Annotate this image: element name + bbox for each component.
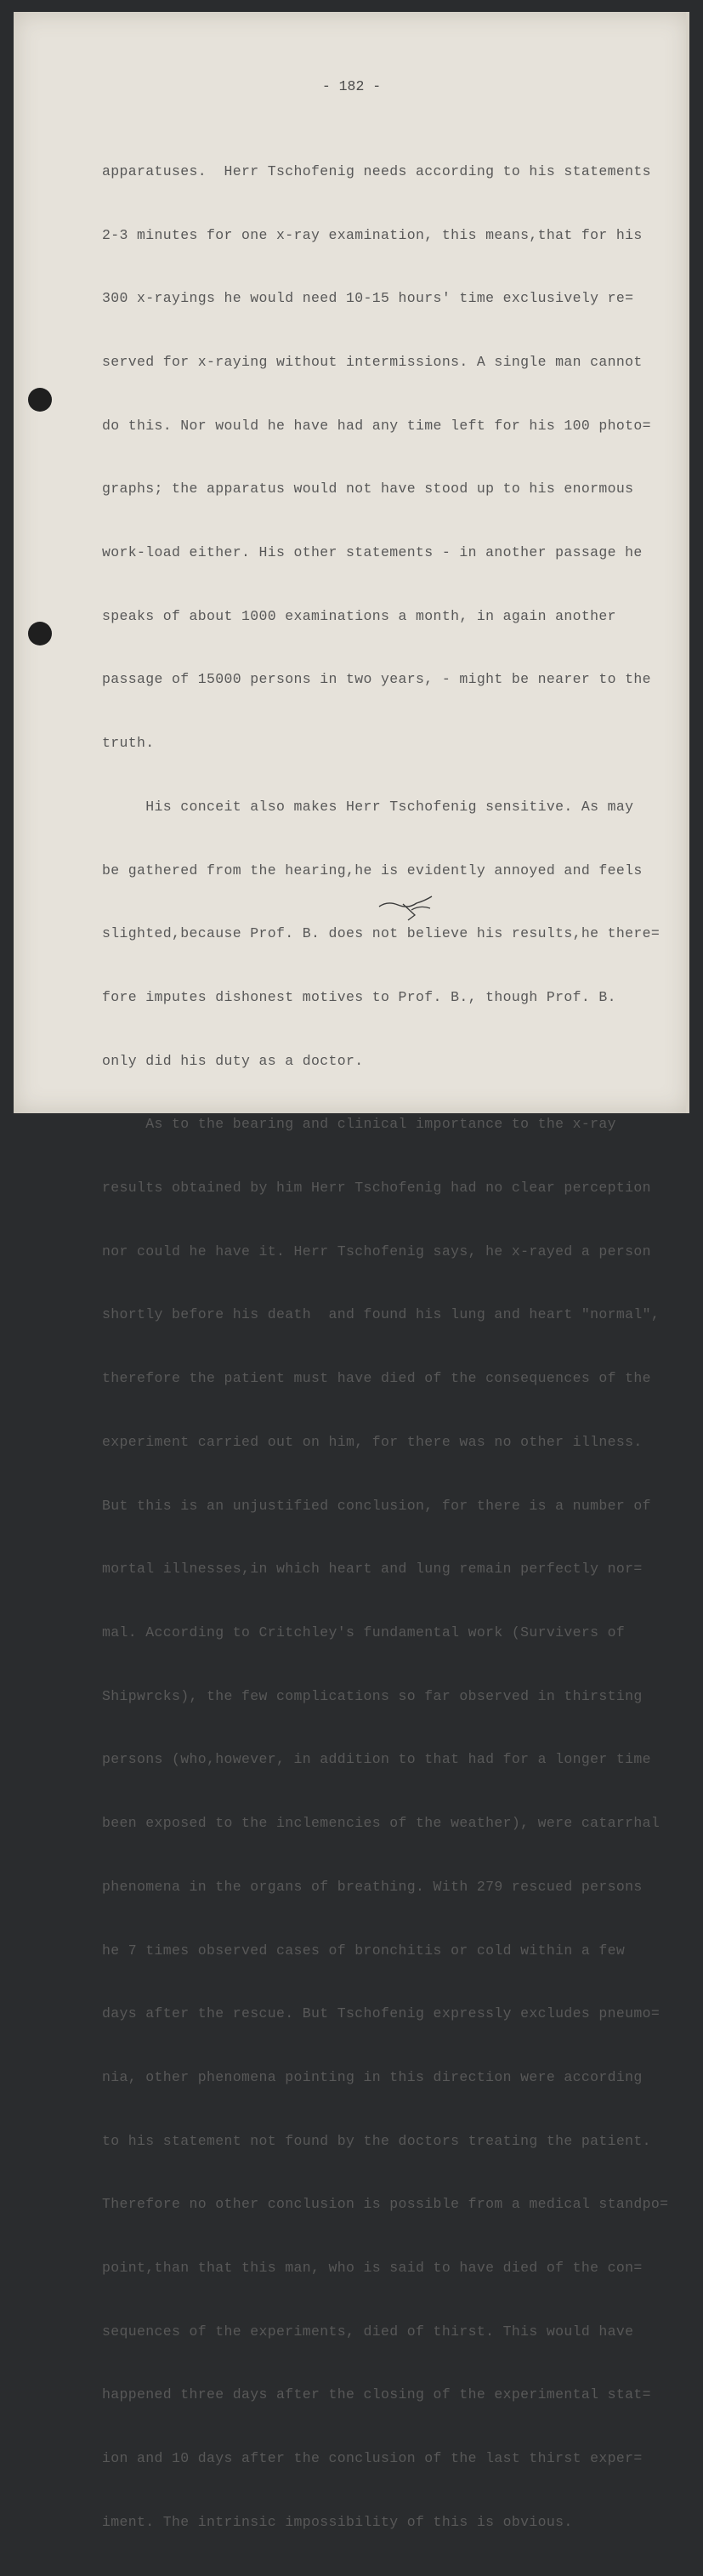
text-line: point,than that this man, who is said to have died of the con= xyxy=(102,2260,643,2277)
text-line: work-load either. His other statements - in another passage he xyxy=(102,544,643,561)
punch-hole xyxy=(28,388,52,412)
text-line: But this is an unjustified conclusion, for there is a number of xyxy=(102,1497,651,1514)
text-line: therefore the patient must have died of the consequences of the xyxy=(102,1370,651,1387)
text-line: iment. The intrinsic impossibility of this is obvious. xyxy=(102,2513,573,2530)
text-line: been exposed to the inclemencies of the weather), were catarrhal xyxy=(102,1815,660,1832)
text-line: to his statement not found by the doctors treating the patient. xyxy=(102,2132,651,2149)
punch-hole xyxy=(28,622,52,645)
text-line: do this. Nor would he have had any time left for his 100 photo= xyxy=(102,417,651,434)
text-line: passage of 15000 persons in two years, - might be nearer to the xyxy=(102,671,651,688)
text-line: Shipwrcks), the few complications so far observed in thirsting xyxy=(102,1687,643,1704)
text-line: happened three days after the closing of the experimental stat= xyxy=(102,2386,651,2403)
text-line: mal. According to Critchley's fundamental work (Survivers of xyxy=(102,1624,626,1641)
text-line: results obtained by him Herr Tschofenig had no clear perception xyxy=(102,1180,651,1197)
text-line: sequences of the experiments, died of thirst. This would have xyxy=(102,2323,634,2340)
page-edge xyxy=(686,12,689,1113)
text-line: slighted,because Prof. B. does not believe his results,he there= xyxy=(102,925,660,942)
text-line: 2-3 minutes for one x-ray examination, this means,that for his xyxy=(102,226,643,243)
text-line: nor could he have it. Herr Tschofenig says, he x-rayed a person xyxy=(102,1243,651,1260)
text-line: he 7 times observed cases of bronchitis or cold within a few xyxy=(102,1942,626,1959)
text-line: persons (who,however, in addition to that had for a longer time xyxy=(102,1751,651,1768)
document-page xyxy=(14,12,689,2530)
text-line: days after the rescue. But Tschofenig expressly excludes pneumo= xyxy=(102,2005,660,2022)
page-number: - 182 - xyxy=(321,78,382,94)
text-line: His conceit also makes Herr Tschofenig sensitive. As may xyxy=(102,798,634,815)
text-line: shortly before his death and found his lung and heart "normal", xyxy=(102,1306,660,1323)
text-line: truth. xyxy=(102,735,155,752)
text-line: Therefore no other conclusion is possible from a medical standpo= xyxy=(102,2196,669,2213)
text-line: ion and 10 days after the conclusion of the last thirst exper= xyxy=(102,2450,643,2467)
text-line: graphs; the apparatus would not have stood up to his enormous xyxy=(102,481,634,498)
text-line: 300 x-rayings he would need 10-15 hours' time exclusively re= xyxy=(102,290,634,307)
text-line: As to the bearing and clinical importance to the x-ray xyxy=(102,1116,616,1133)
text-line: nia, other phenomena pointing in this direction were according xyxy=(102,2068,643,2085)
text-line: apparatuses. Herr Tschofenig needs according to his statements xyxy=(102,162,651,179)
pen-correction-mark xyxy=(377,893,437,927)
text-line: be gathered from the hearing,he is evidently annoyed and feels xyxy=(102,862,643,879)
text-line: phenomena in the organs of breathing. With 279 rescued persons xyxy=(102,1878,643,1895)
text-line: experiment carried out on him, for there was no other illness. xyxy=(102,1433,643,1450)
text-line: mortal illnesses,in which heart and lung remain perfectly nor= xyxy=(102,1561,643,1578)
text-line: fore imputes dishonest motives to Prof. B., though Prof. B. xyxy=(102,988,616,1005)
body-text xyxy=(102,119,668,2576)
text-line: speaks of about 1000 examinations a month, in again another xyxy=(102,607,616,624)
text-line: only did his duty as a doctor. xyxy=(102,1052,364,1069)
text-line: served for x-raying without intermissions. A single man cannot xyxy=(102,353,643,370)
